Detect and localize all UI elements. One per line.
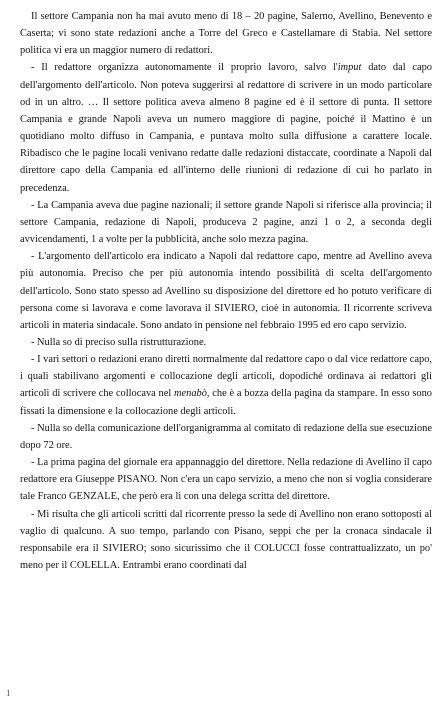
paragraph-text: - Mi risulta che gli articoli scritti dal ricorrente presso la sede di Avellino non erano sottoposti al vaglio di qualcuno. A suo tempo, parlando con Pisano, seppi che per la cronaca sindacale il responsabile era il SIVIERO; sono sicurissimo che il COLUCCI fosse contrattualizzato, un po' meno per il COLELLA. Entrambi erano coordinati dal — [20, 508, 432, 571]
paragraph-p5 — [20, 334, 432, 351]
paragraph-p1 — [20, 8, 432, 59]
paragraph-text: - Nulla so di preciso sulla ristrutturazione. — [31, 336, 207, 348]
italic-term: imput — [337, 62, 362, 74]
paragraph-p3 — [20, 197, 432, 248]
paragraph-text: dato dal capo dell'argomento dell'articolo. Non poteva suggerirsi al redattore di scrivere in un modo particolare od in un altro. … Il settore politica aveva almeno 8 pagine ed è il settore di punta. Il settore Campania e grande Napoli aveva un numero maggiore di pagine, poiché il Mattino è un quotidiano molto diffuso in Campania, e puntava molto sulla diffusione a carattere locale. Ribadisco che le pagine locali venivano redatte dalle redazioni distaccate, coordinate a Napoli dal direttore capo della Campania ed all'interno delle riunioni di redazione di cui ho parlato in precedenza. — [20, 62, 432, 194]
paragraph-p8 — [20, 454, 432, 505]
paragraph-text: - L'argomento dell'articolo era indicato a Napoli dal redattore capo, mentre ad Avellino aveva più autonomia. Preciso che per più autonomia intendo possibilità di scelta dell'argomento dell'articolo. Sono stato spesso ad Avellino su disposizione del direttore ed ho potuto verificare di persona come si lavorava e come lavorava il SIVIERO, cioè in autonomia. Il ricorrente scriveva articoli in materia sindacale. Sono andato in pensione nel febbraio 1995 ed ero capo servizio. — [20, 251, 432, 331]
paragraph-p7 — [20, 420, 432, 454]
paragraph-text: , che è a bozza della pagina da stampare. In esso sono fissati la dimensione e la collocazione degli articoli. — [20, 388, 432, 417]
paragraph-p4 — [20, 248, 432, 334]
paragraph-p2 — [20, 59, 432, 196]
paragraph-text: - Il redattore organizza autonomamente il proprio lavoro, salvo l' — [31, 62, 338, 74]
italic-term: menabò — [174, 388, 207, 400]
paragraph-text: - La Campania aveva due pagine nazionali; il settore grande Napoli si riferisce alla provincia; il settore Campania, redazione di Napoli, produceva 2 pagine, anzi 1 o 2, a seconda degli avvicendamenti, 1 a volte per la pubblicità, anche solo mezza pagina. — [20, 199, 432, 246]
paragraph-p6 — [20, 351, 432, 420]
document-body — [20, 8, 432, 574]
paragraph-text: - I vari settori o redazioni erano diretti normalmente dal redattore capo o dal vice redattore capo, i quali stabilivano argomenti e collocazione degli articoli, dopodiché ordinava ai redattori gli articoli di scrivere che collocava nel — [20, 354, 432, 400]
margin-mark: 1 — [6, 688, 11, 698]
paragraph-text: Il settore Campania non ha mai avuto meno di 18 – 20 pagine, Salerno, Avellino, Benevento e Caserta; vi sono state redazioni anche a Torre del Greco e Castellamare di Stabia. Nel settore politica vi era un maggior numero di redattori. — [20, 11, 432, 57]
paragraph-text: - Nulla so della comunicazione dell'organigramma al comitato di redazione della sue esecuzione dopo 72 ore. — [20, 422, 432, 451]
paragraph-text: - La prima pagina del giornale era appannaggio del direttore. Nella redazione di Avellino il capo redattore era Giuseppe PISANO. Non c'era un capo servizio, a meno che non si voglia considerare tale Franco GENZALE, che però era lì con una delega scritta del direttore. — [20, 457, 432, 503]
paragraph-p9 — [20, 506, 432, 575]
